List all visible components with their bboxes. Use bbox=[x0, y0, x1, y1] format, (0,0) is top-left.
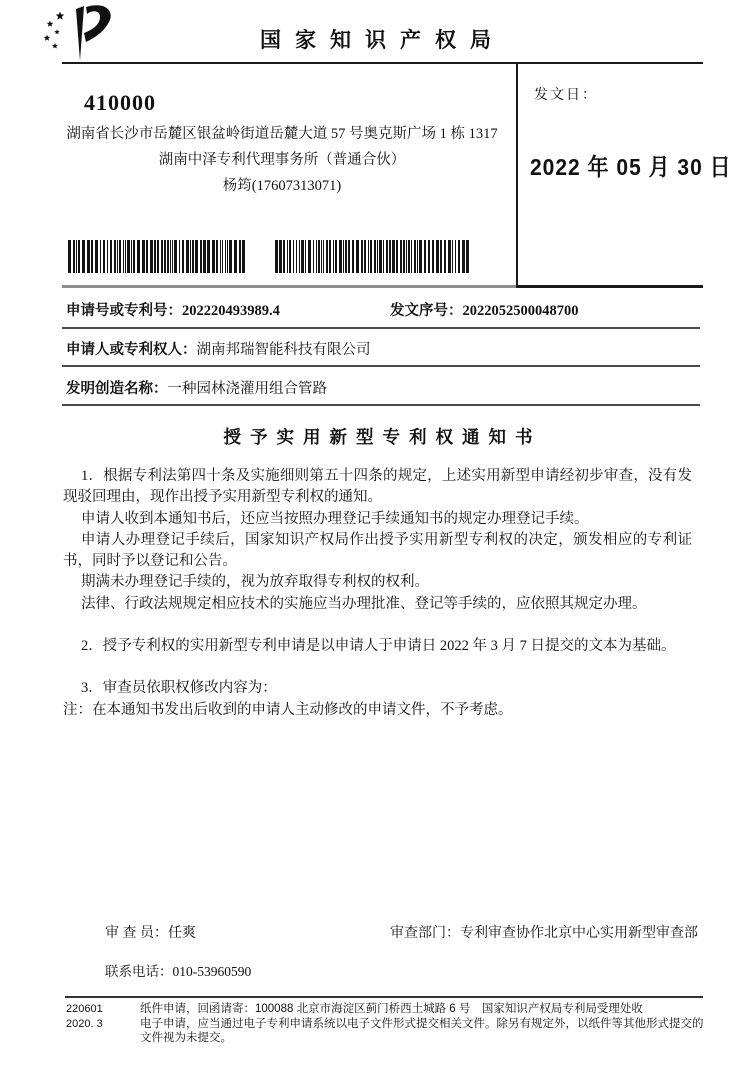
barcode-bar bbox=[364, 240, 366, 273]
postcode: 410000 bbox=[84, 90, 156, 115]
barcode-bar bbox=[377, 240, 378, 273]
barcode-bar bbox=[444, 240, 446, 273]
barcode-bar bbox=[123, 240, 124, 273]
barcode-bar bbox=[462, 240, 465, 273]
barcode-bar bbox=[87, 240, 90, 273]
address-line-2: 湖南中泽专利代理事务所（普通合伙） bbox=[158, 152, 406, 168]
barcode-bar bbox=[212, 240, 215, 273]
barcode-bar bbox=[91, 240, 93, 273]
barcode-bar bbox=[389, 240, 391, 273]
barcode-bar bbox=[174, 240, 177, 273]
notice-title: 授予实用新型专利权通知书 bbox=[223, 427, 542, 447]
barcode-bar bbox=[392, 240, 395, 273]
barcode-bar bbox=[131, 240, 132, 273]
application-no-value: 202220493989.4 bbox=[182, 303, 280, 319]
barcode-bar bbox=[190, 240, 191, 273]
barcode-bar bbox=[329, 240, 331, 273]
barcode-bar bbox=[436, 240, 439, 273]
department-name: 专利审查协作北京中心实用新型审查部 bbox=[460, 926, 698, 941]
barcode-bar bbox=[289, 240, 291, 273]
logo-star bbox=[54, 29, 59, 34]
barcode-bar bbox=[229, 240, 232, 273]
barcode-bar bbox=[161, 240, 163, 273]
barcode-bar bbox=[279, 240, 282, 273]
barcode-bar bbox=[455, 240, 456, 273]
barcode-bar bbox=[396, 240, 398, 273]
barcode-bar bbox=[313, 240, 314, 273]
barcode-bar bbox=[192, 240, 194, 273]
notice-paragraph: 法律、行政法规规定相应技术的实施应当办理批准、登记等手续的，应依照其规定办理。 bbox=[81, 595, 647, 612]
barcode-bar bbox=[275, 240, 278, 273]
notice-paragraph: 3．审查员依职权修改内容为： bbox=[81, 680, 277, 697]
barcode-bar bbox=[142, 240, 145, 273]
barcode-bar bbox=[133, 240, 135, 273]
application-no-label: 申请号或专利号： bbox=[66, 303, 182, 319]
barcode-bar bbox=[222, 240, 223, 273]
barcode-bar bbox=[452, 240, 453, 273]
barcode-bar bbox=[356, 240, 359, 273]
dispatch-date-value: 2022 年 05 月 30 日 bbox=[530, 154, 732, 181]
address-line-3: 杨筠(17607313071) bbox=[222, 178, 342, 194]
barcode-bar bbox=[203, 240, 206, 273]
examiner bbox=[105, 922, 196, 942]
barcode-bar bbox=[170, 240, 171, 273]
logo-star bbox=[52, 43, 58, 48]
invention-value: 一种园林浇灌用组合管路 bbox=[167, 381, 327, 397]
barcode-bar bbox=[333, 240, 334, 273]
barcode-bar bbox=[164, 240, 166, 273]
barcode-bar bbox=[406, 240, 407, 273]
barcode-bar bbox=[103, 240, 105, 273]
barcode-right bbox=[275, 240, 471, 273]
barcode-bar bbox=[242, 240, 245, 273]
dispatch-no-value: 2022052500048700 bbox=[462, 303, 579, 319]
barcode-bar bbox=[374, 240, 376, 273]
applicant-value: 湖南邦瑞智能科技有限公司 bbox=[196, 342, 371, 358]
barcode-bar bbox=[386, 240, 388, 273]
address-line-1: 湖南省长沙市岳麓区银盆岭街道岳麓大道 57 号奥克斯广场 1 栋 1317 bbox=[66, 126, 498, 142]
datebox-bottom-border bbox=[516, 285, 703, 288]
barcode-bar bbox=[137, 240, 140, 273]
barcode-bar bbox=[220, 240, 221, 273]
barcode-bar bbox=[200, 240, 202, 273]
barcode-bar bbox=[400, 240, 402, 273]
barcode-bar bbox=[119, 240, 121, 273]
dispatch-date-label: 发文日： bbox=[534, 88, 598, 103]
footer-instructions bbox=[140, 1002, 708, 1046]
barcode-bar bbox=[305, 240, 306, 273]
barcode-bar bbox=[466, 240, 469, 273]
barcode-bar bbox=[287, 240, 288, 273]
footer-form-codes bbox=[66, 1002, 103, 1031]
footer-line-3: 文件视为未提交。 bbox=[140, 1032, 232, 1044]
logo-star bbox=[56, 12, 64, 20]
barcode-bar bbox=[379, 240, 382, 273]
barcode-bar bbox=[352, 240, 354, 273]
barcode-bar bbox=[326, 240, 328, 273]
dispatch-no bbox=[390, 299, 579, 320]
datebox-left-border bbox=[516, 62, 518, 288]
barcode-bar bbox=[125, 240, 126, 273]
barcode-bar bbox=[424, 240, 426, 273]
info-row-application bbox=[66, 299, 579, 320]
phone-number: 010-53960590 bbox=[172, 964, 252, 979]
barcode-bar bbox=[182, 240, 184, 273]
applicant-label: 申请人或专利权人： bbox=[66, 342, 197, 358]
dispatch-no-label: 发文序号： bbox=[390, 303, 463, 319]
barcode-bar bbox=[107, 240, 108, 273]
barcode-bar bbox=[167, 240, 169, 273]
barcode-bar bbox=[301, 240, 304, 273]
barcode-bar bbox=[227, 240, 228, 273]
logo-star bbox=[44, 35, 50, 41]
barcode-bar bbox=[110, 240, 112, 273]
contact-phone bbox=[105, 960, 251, 980]
barcode-bar bbox=[411, 240, 412, 273]
footer-rule bbox=[65, 996, 703, 998]
barcode-bar bbox=[419, 240, 422, 273]
phone-label: 联系电话： bbox=[105, 964, 173, 979]
barcode-bar bbox=[225, 240, 226, 273]
info-rule-2 bbox=[62, 365, 700, 367]
notice-paragraph: 申请人收到本通知书后，还应当按照办理登记手续通知书的规定办理登记手续。 bbox=[81, 510, 589, 527]
barcode-bar bbox=[117, 240, 118, 273]
info-row-applicant bbox=[66, 338, 371, 359]
barcode-bar bbox=[408, 240, 410, 273]
info-row-invention bbox=[66, 377, 327, 398]
examiner-name: 任爽 bbox=[168, 926, 196, 941]
barcode-bar bbox=[154, 240, 156, 273]
barcode-bar bbox=[73, 240, 75, 273]
header-rule bbox=[62, 62, 703, 64]
barcode-bar bbox=[296, 240, 297, 273]
barcode-bar bbox=[323, 240, 324, 273]
footer-line-2: 电子申请，应当通过电子专利申请系统以电子文件形式提交相关文件。除另有规定外，以纸件等其他形式提交的 bbox=[140, 1017, 704, 1030]
invention-label: 发明创造名称： bbox=[66, 381, 168, 397]
notice-paragraph: 注：在本通知书发出后收到的申请人主动修改的申请文件，不予考虑。 bbox=[63, 701, 513, 718]
barcode-bar bbox=[432, 240, 434, 273]
barcode-bar bbox=[78, 240, 80, 273]
barcode-bar bbox=[343, 240, 344, 273]
notice-paragraph: 期满未办理登记手续的，视为放弃取得专利权的权利。 bbox=[81, 574, 429, 591]
barcode-bar bbox=[234, 240, 237, 273]
barcode-left bbox=[68, 240, 246, 273]
barcode-bar bbox=[239, 240, 241, 273]
barcode-bar bbox=[146, 240, 148, 273]
barcode-bar bbox=[428, 240, 430, 273]
barcode-bar bbox=[458, 240, 460, 273]
barcode-bar bbox=[368, 240, 369, 273]
examiner-label: 审 查 员： bbox=[105, 926, 168, 941]
barcode-bar bbox=[283, 240, 285, 273]
info-rule-1 bbox=[62, 327, 700, 329]
notice-paragraph: 1．根据专利法第四十条及实施细则第五十四条的规定，上述实用新型申请经初步审查，没有发现驳回理由，现作出授予实用新型专利权的通知。 bbox=[63, 468, 692, 506]
footer-line-1: 纸件申请，回函请寄：100088 北京市海淀区蓟门桥西土城路 6 号 国家知识产权局专利局受理处收 bbox=[140, 1003, 643, 1015]
barcode-bar bbox=[448, 240, 451, 273]
barcode-bar bbox=[440, 240, 442, 273]
barcode-bar bbox=[318, 240, 320, 273]
department bbox=[390, 922, 698, 942]
barcode-bar bbox=[417, 240, 418, 273]
barcode-bar bbox=[186, 240, 189, 273]
footer-code-1: 220601 bbox=[66, 1003, 103, 1015]
barcode-bar bbox=[383, 240, 384, 273]
barcode-bar bbox=[95, 240, 98, 273]
barcode-bar bbox=[403, 240, 405, 273]
notice-paragraph: 2．授予专利权的实用新型专利申请是以申请人于申请日 2022 年 3 月 7 日提交的文本为基础。 bbox=[81, 638, 676, 655]
barcode-bar bbox=[195, 240, 198, 273]
logo-star bbox=[47, 21, 53, 27]
barcode-bar bbox=[316, 240, 317, 273]
barcode-bar bbox=[172, 240, 173, 273]
footer-code-2: 2020. 3 bbox=[66, 1017, 103, 1030]
barcode-bar bbox=[345, 240, 347, 273]
barcode-bar bbox=[293, 240, 294, 273]
org-title: 国家知识产权局 bbox=[260, 28, 505, 52]
barcode-bar bbox=[414, 240, 416, 273]
department-label: 审查部门： bbox=[390, 926, 460, 941]
barcode-bar bbox=[361, 240, 363, 273]
barcode-bar bbox=[150, 240, 153, 273]
barcode-bar bbox=[348, 240, 350, 273]
info-rule-3 bbox=[62, 404, 700, 406]
notice-paragraph: 申请人办理登记手续后，国家知识产权局作出授予实用新型专利权的决定，颁发相应的专利证书，同时予以登记和公告。 bbox=[63, 531, 692, 570]
barcode-bar bbox=[68, 240, 71, 273]
barcode-bar bbox=[76, 240, 77, 273]
barcode-bar bbox=[207, 240, 210, 273]
barcode-bar bbox=[216, 240, 218, 273]
barcode-bar bbox=[299, 240, 300, 273]
barcode-bar bbox=[179, 240, 180, 273]
barcode-bar bbox=[339, 240, 342, 273]
barcode-bar bbox=[100, 240, 101, 273]
barcode-bar bbox=[82, 240, 85, 273]
barcode-bar bbox=[114, 240, 116, 273]
barcode-bar bbox=[370, 240, 372, 273]
mailing-address bbox=[58, 121, 506, 199]
notice-body bbox=[63, 466, 692, 721]
barcode-bar bbox=[308, 240, 311, 273]
barcode-bar bbox=[321, 240, 322, 273]
barcode-bar bbox=[335, 240, 337, 273]
barcode-bar bbox=[127, 240, 130, 273]
barcode-bar bbox=[157, 240, 159, 273]
